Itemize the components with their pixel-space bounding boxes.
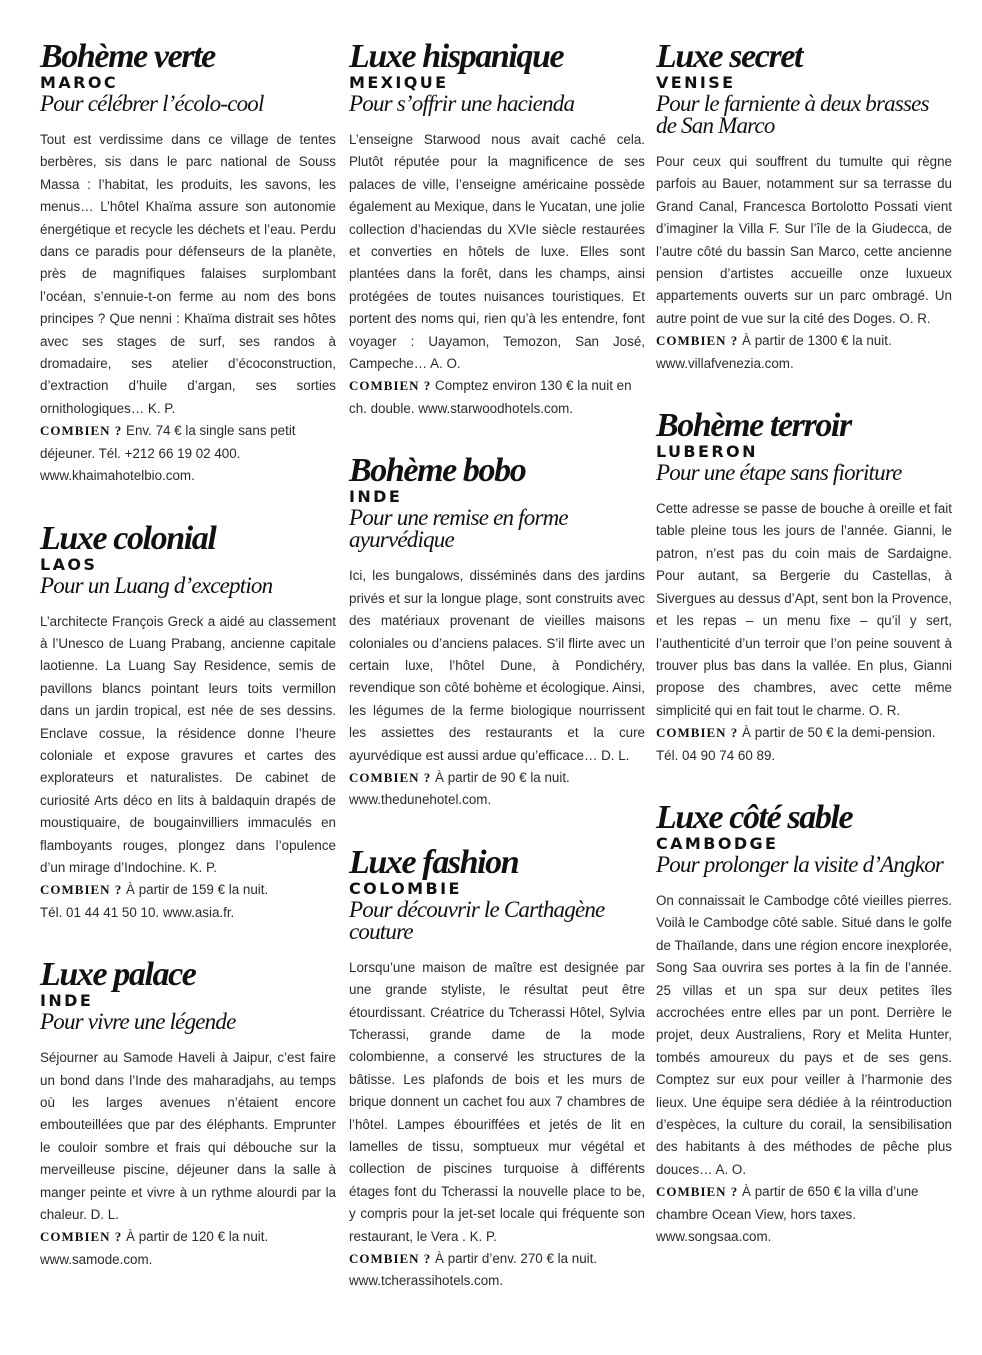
combien-label: COMBIEN ?: [349, 378, 432, 394]
article-subtitle: Pour un Luang d’exception: [40, 572, 273, 598]
article-place: LAOS: [40, 554, 98, 574]
article-colombie: [349, 843, 645, 1293]
article-price: [656, 1181, 952, 1226]
article-body: Lorsqu’une maison de maître est designée par une grande styliste, le résultat peut être étourdissant. Créatrice du Tcherassi Hôtel, Sylvia Tcherassi, grande dame de la mode colombienne, a conservé les structures de la bâtisse. Les plafonds de bois et les murs de brique donnent un cachet fou aux 7 chambres de l’hôtel. Lampes ébouriffées et jetés de lit en lamelles de tissu, somptueux mur végétal et collection de piscines turquoise à différents étages font du Tcherassi la nouvelle place to be, y compris pour la jet-set locale qui fréquente son restaurant, le Vera . K. P.: [349, 959, 645, 1244]
price-text: Comptez environ 130 € la nuit en ch. double. www.starwoodhotels.com.: [349, 378, 632, 416]
article-place: LUBERON: [656, 442, 758, 462]
article-luberon: [656, 409, 952, 767]
article-url: Tél. 01 44 41 50 10. www.asia.fr.: [40, 904, 235, 920]
article-subtitle: Pour célébrer l’écolo-cool: [40, 91, 264, 116]
article-title: Bohème verte: [40, 38, 215, 75]
article-url: www.villafvenezia.com.: [656, 355, 794, 371]
price-text: À partir de 159 € la nuit.: [126, 882, 269, 898]
article-body: Ici, les bungalows, disséminés dans des jardins privés et sur la longue plage, sont construits avec des matériaux provenant de vieilles maisons coloniales ou d’anciens palaces. S’il flirte avec un certain luxe, l’hôtel Dune, à Pondichéry, revendique son côté bohème et écologique. Ainsi, les légumes de la ferme biologique nourrissent les assiettes des restaurants et la cure ayurvédique est aussi ardue qu’efficace… D. L.: [349, 568, 645, 763]
article-subtitle: Pour une étape sans fioriture: [656, 460, 902, 486]
article-title: Luxe côté sable: [656, 798, 853, 836]
article-title: Luxe hispanique: [349, 38, 564, 75]
article-price: [656, 330, 952, 352]
article-place: COLOMBIE: [349, 878, 462, 898]
article-price: [40, 420, 336, 465]
article-url: www.khaimahotelbio.com.: [40, 468, 195, 484]
combien-label: COMBIEN ?: [656, 725, 739, 741]
price-text: À partir de 90 € la nuit.: [435, 769, 570, 785]
article-body: Séjourner au Samode Haveli à Jaipur, c’est faire un bond dans l’Inde des maharadjahs, au temps où les larges avenues n’étaient encore embouteillées que par des éléphants. Emprunter le couloir sombre et frais qui débouche sur la merveilleuse piscine, déjeuner dans la salle à manger peinte et vivre à un rythme alourdi par la chaleur. D. L.: [40, 1050, 336, 1223]
price-text: À partir de 120 € la nuit.: [126, 1229, 269, 1245]
article-body: L’architecte François Greck a aidé au classement à l’Unesco de Luang Prabang, ancienne capitale laotienne. La Luang Say Residence, semis de pavillons blancs pointant leurs toits vermillon dans un jardin tropical, est née de ses dessins. Enclave cossue, la résidence donne l’heure coloniale et expose gravures et cartes des explorateurs et naturalistes. De cabinet de curiosité Arts déco en lits à baldaquin drapés de moustiquaire, de bougainvilliers immaculés en flamboyants rouges, plongez dans l’opulence d’un mirage d’Indochine. K. P.: [40, 613, 336, 875]
article-maroc: [40, 40, 336, 488]
article-price: [349, 375, 645, 420]
article-subtitle: Pour prolonger la visite d’Angkor: [656, 851, 944, 877]
article-url: www.samode.com.: [40, 1251, 153, 1267]
article-subtitle: Pour découvrir le Carthagène couture: [349, 896, 605, 944]
article-mexique: [349, 40, 645, 420]
article-price: [656, 722, 952, 767]
article-cambodge: [656, 798, 952, 1249]
article-body: Tout est verdissime dans ce village de tentes berbères, sis dans le parc national de Souss Massa : l’habitat, les produits, les savons, les menus… L’hôtel Khaïma assure son autonomie énergétique et recycle les déchets et l’eau. Perdu dans ce paradis pour défenseurs de la planète, près de magnifiques falaises surplombant l’océan, s’ennuie-t-on ferme au nom des bons principes ? Que nenni : Khaïma distrait ses hôtes avec ses stages de surf, ses randos à dromadaire, ses atelier d’écoconstruction, d’extraction d’huile d’argan, ses sorties ornithologiques… K. P.: [40, 132, 336, 416]
article-body: Pour ceux qui souffrent du tumulte qui règne parfois au Bauer, notamment sur sa terrasse du Grand Canal, Francesca Bortolotto Possati vient d’imaginer la Villa F. Sur l’île de la Giudecca, de l’autre côté du bassin San Marco, cette ancienne pension d’artistes accueille onze luxueux appartements ouverts sur un parc ombragé. Un autre point de vue sur la cité des Doges. O. R.: [656, 154, 952, 326]
article-price: [349, 1248, 645, 1270]
combien-label: COMBIEN ?: [40, 882, 123, 898]
article-title: Bohème terroir: [656, 407, 851, 445]
price-text: Env. 74 € la single sans petit déjeuner. Tél. +212 66 19 02 400.: [40, 423, 296, 461]
article-body: L’enseigne Starwood nous avait caché cela. Plutôt réputée pour la magnificence de ses palaces de ville, l’enseigne américaine possède également au Mexique, dans le Yucatan, une jolie collection d’haciendas du XVIe siècle restaurées et converties en hôtels de luxe. Elles sont plantées dans la forêt, dans les champs, ainsi protégées de toutes nuisances touristiques. Et portent des noms qui, rien qu’à les entendre, font voyager : Uayamon, Temozon, San José, Campeche… A. O.: [349, 132, 645, 372]
article-price: [40, 879, 336, 901]
article-url: www.thedunehotel.com.: [349, 792, 492, 808]
combien-label: COMBIEN ?: [40, 1229, 123, 1245]
column-middle: [349, 40, 645, 1327]
article-place: INDE: [349, 487, 403, 507]
combien-label: COMBIEN ?: [349, 1251, 432, 1267]
article-subtitle: Pour s’offrir une hacienda: [349, 91, 575, 116]
combien-label: COMBIEN ?: [40, 423, 123, 439]
article-title: Luxe palace: [40, 956, 196, 994]
article-url: www.tcherassihotels.com.: [349, 1273, 504, 1289]
article-body: On connaissait le Cambodge côté vieilles pierres. Voilà le Cambodge côté sable. Situé dans le golfe de Thaïlande, dans une région encore inexplorée, Song Saa ouvrira ses portes à la fin de l’année. 25 villas et un spa sur deux petites îles accrochées entre elles par un pont. Derrière le projet, deux Australiens, Rory et Melita Hunter, tombés amoureux du pays et de ses gens. Comptez sur eux pour veiller à l’harmonie des lieux. Une équipe sera dédiée à la réintroduction d’espèces, la culture du corail, la sensibilisation des habitants à des méthodes de pêche plus douces… A. O.: [656, 892, 952, 1177]
article-subtitle: Pour le farniente à deux brasses de San Marco: [656, 91, 929, 138]
price-text: À partir d’env. 270 € la nuit.: [435, 1251, 598, 1267]
price-text: À partir de 1300 € la nuit.: [742, 333, 892, 349]
article-title: Luxe secret: [656, 38, 803, 75]
column-left: [40, 40, 336, 1305]
article-venise: [656, 40, 952, 375]
price-text: À partir de 50 € la demi-pension. Tél. 04 90 74 60 89.: [656, 725, 936, 763]
combien-label: COMBIEN ?: [656, 1184, 739, 1200]
article-place: VENISE: [656, 73, 736, 92]
article-place: MEXIQUE: [349, 73, 449, 92]
article-subtitle: Pour vivre une légende: [40, 1009, 236, 1035]
column-right: [656, 40, 952, 1282]
article-body: Cette adresse se passe de bouche à oreille et fait table pleine tous les jours de l’année. Gianni, le patron, n’est pas du coin mais de Sardaigne. Pour autant, sa Bergerie du Castellas, à Sivergues au dessus d’Apt, sent bon la Provence, et les repas – un menu fixe – qu’il y sert, l’authenticité d’un terroir que l’on peine souvent à trouver plus bas dans la vallée. En plus, Gianni propose des chambres, avec cette même simplicité qui en fait tout le charme. O. R.: [656, 501, 952, 718]
article-subtitle: Pour une remise en forme ayurvédique: [349, 505, 568, 553]
combien-label: COMBIEN ?: [656, 333, 739, 349]
article-url: www.songsaa.com.: [656, 1229, 772, 1245]
article-price: [349, 767, 645, 789]
article-inde-bobo: [349, 454, 645, 811]
article-inde-palace: [40, 958, 336, 1271]
article-title: Bohème bobo: [349, 452, 526, 490]
article-price: [40, 1226, 336, 1248]
article-place: INDE: [40, 991, 94, 1011]
article-place: CAMBODGE: [656, 833, 779, 853]
price-text: À partir de 650 € la villa d’une chambre Ocean View, hors taxes.: [656, 1184, 919, 1222]
article-title: Luxe colonial: [40, 519, 216, 557]
article-place: MAROC: [40, 73, 118, 92]
article-laos: [40, 519, 336, 925]
article-title: Luxe fashion: [349, 843, 519, 881]
combien-label: COMBIEN ?: [349, 769, 432, 785]
